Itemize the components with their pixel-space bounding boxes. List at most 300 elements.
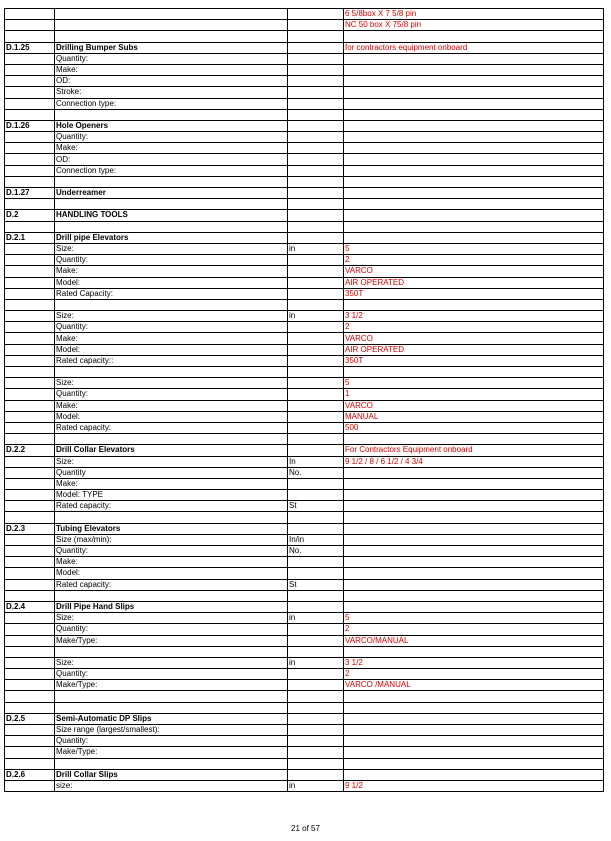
table-row [5,311,604,322]
unit-cell [288,646,344,657]
item-label-cell [55,646,288,657]
value-cell [344,758,604,769]
value-cell [344,232,604,243]
value-cell [344,512,604,523]
section-code-cell [5,624,55,635]
section-code-cell [5,590,55,601]
table-row [5,98,604,109]
value-cell [344,299,604,310]
table-row [5,87,604,98]
item-label-cell [55,367,288,378]
section-code-cell [5,378,55,389]
table-row [5,188,604,199]
item-label-cell [55,31,288,42]
item-label-cell: Rated capacity:: [55,355,288,366]
value-cell [344,31,604,42]
value-cell [344,736,604,747]
item-label-cell: Make/Type: [55,747,288,758]
table-row [5,769,604,780]
item-label-cell: Quantity: [55,624,288,635]
section-code-cell [5,367,55,378]
unit-cell: in [288,311,344,322]
section-code-cell: D.2.1 [5,232,55,243]
section-code-cell [5,76,55,87]
table-row [5,422,604,433]
table-row [5,780,604,791]
unit-cell [288,590,344,601]
item-label-cell: Quantity: [55,389,288,400]
value-cell [344,534,604,545]
table-row [5,299,604,310]
value-cell: MANUAL [344,411,604,422]
item-label-cell: Make: [55,557,288,568]
unit-cell: No. [288,546,344,557]
section-code-cell [5,132,55,143]
unit-cell [288,478,344,489]
item-label-cell: Make: [55,400,288,411]
section-code-cell [5,456,55,467]
section-code-cell [5,53,55,64]
item-label-cell: Size (max/min): [55,534,288,545]
unit-cell: in [288,613,344,624]
value-cell [344,557,604,568]
unit-cell [288,165,344,176]
unit-cell [288,232,344,243]
item-label-cell: Size: [55,613,288,624]
item-label-cell: HANDLING TOOLS [55,210,288,221]
value-cell [344,434,604,445]
section-code-cell [5,680,55,691]
table-row [5,758,604,769]
value-cell: 9 1/2 [344,780,604,791]
item-label-cell: Size: [55,378,288,389]
table-row [5,176,604,187]
unit-cell: In/in [288,534,344,545]
value-cell [344,176,604,187]
table-row [5,53,604,64]
section-code-cell [5,657,55,668]
item-label-cell: Make/Type: [55,635,288,646]
item-label-cell: Rated capacity: [55,501,288,512]
section-code-cell [5,299,55,310]
section-code-cell [5,20,55,31]
unit-cell: in [288,780,344,791]
unit-cell [288,512,344,523]
section-code-cell [5,221,55,232]
table-row [5,109,604,120]
unit-cell [288,747,344,758]
section-code-cell: D.2 [5,210,55,221]
unit-cell [288,120,344,131]
unit-cell: St [288,501,344,512]
unit-cell [288,277,344,288]
value-cell [344,747,604,758]
unit-cell [288,669,344,680]
item-label-cell: Drill Pipe Hand Slips [55,601,288,612]
value-cell [344,579,604,590]
table-row [5,579,604,590]
table-row [5,243,604,254]
item-label-cell: Quantity: [55,53,288,64]
section-code-cell [5,725,55,736]
section-code-cell [5,243,55,254]
table-row [5,736,604,747]
section-code-cell [5,691,55,702]
section-code-cell [5,333,55,344]
item-label-cell: Make: [55,333,288,344]
section-code-cell [5,669,55,680]
value-cell: 350T [344,288,604,299]
item-label-cell [55,434,288,445]
item-label-cell: Rated capacity: [55,579,288,590]
value-cell [344,568,604,579]
value-cell: 2 [344,669,604,680]
unit-cell [288,299,344,310]
item-label-cell: Semi-Automatic DP Slips [55,713,288,724]
section-code-cell [5,143,55,154]
item-label-cell: Make: [55,64,288,75]
table-row [5,512,604,523]
table-row [5,568,604,579]
item-label-cell: Connection type: [55,98,288,109]
item-label-cell [55,691,288,702]
section-code-cell [5,747,55,758]
table-row [5,434,604,445]
unit-cell [288,713,344,724]
unit-cell [288,434,344,445]
table-row [5,601,604,612]
section-code-cell [5,154,55,165]
section-code-cell [5,736,55,747]
table-row [5,590,604,601]
table-row [5,378,604,389]
item-label-cell: Quantity: [55,546,288,557]
table-row [5,456,604,467]
value-cell [344,221,604,232]
value-cell: VARCO [344,400,604,411]
value-cell: 9 1/2 / 8 / 6 1/2 / 4 3/4 [344,456,604,467]
section-code-cell [5,501,55,512]
table-row [5,344,604,355]
table-row [5,42,604,53]
item-label-cell: Quantity: [55,736,288,747]
table-row [5,467,604,478]
section-code-cell: D.2.4 [5,601,55,612]
item-label-cell: Stroke: [55,87,288,98]
unit-cell [288,20,344,31]
section-code-cell [5,266,55,277]
value-cell [344,769,604,780]
section-code-cell [5,702,55,713]
section-code-cell: D.1.27 [5,188,55,199]
table-row [5,557,604,568]
value-cell [344,120,604,131]
section-code-cell: D.1.25 [5,42,55,53]
unit-cell [288,333,344,344]
section-code-cell: D.2.2 [5,445,55,456]
unit-cell [288,389,344,400]
section-code-cell [5,87,55,98]
table-row [5,400,604,411]
table-row [5,355,604,366]
table-row [5,120,604,131]
value-cell: 350T [344,355,604,366]
table-row [5,266,604,277]
table-row [5,154,604,165]
item-label-cell: Connection type: [55,165,288,176]
item-label-cell: Quantity: [55,255,288,266]
section-code-cell [5,635,55,646]
section-code-cell [5,400,55,411]
value-cell: 1 [344,389,604,400]
unit-cell [288,344,344,355]
unit-cell: In [288,456,344,467]
unit-cell [288,87,344,98]
section-code-cell [5,98,55,109]
item-label-cell: Drill Collar Slips [55,769,288,780]
section-code-cell [5,780,55,791]
table-row [5,199,604,210]
unit-cell [288,490,344,501]
item-label-cell [55,702,288,713]
table-row [5,523,604,534]
section-code-cell [5,557,55,568]
value-cell: 2 [344,322,604,333]
value-cell [344,132,604,143]
section-code-cell [5,277,55,288]
section-code-cell [5,9,55,20]
table-row [5,64,604,75]
unit-cell [288,132,344,143]
item-label-cell [55,221,288,232]
unit-cell [288,769,344,780]
section-code-cell [5,646,55,657]
item-label-cell [55,512,288,523]
item-label-cell: Rated Capacity: [55,288,288,299]
value-cell: For Contractors Equipment onboard [344,445,604,456]
unit-cell [288,758,344,769]
value-cell [344,199,604,210]
value-cell [344,210,604,221]
item-label-cell: Quantity: [55,322,288,333]
table-row [5,613,604,624]
item-label-cell: Make: [55,143,288,154]
page-number: 21 of 57 [291,824,320,833]
section-code-cell [5,389,55,400]
item-label-cell [55,758,288,769]
item-label-cell: Tubing Elevators [55,523,288,534]
table-row [5,255,604,266]
value-cell [344,64,604,75]
table-row [5,165,604,176]
unit-cell: in [288,657,344,668]
unit-cell [288,199,344,210]
unit-cell [288,725,344,736]
value-cell [344,165,604,176]
item-label-cell: Size: [55,243,288,254]
unit-cell [288,445,344,456]
unit-cell [288,143,344,154]
value-cell: 5 [344,378,604,389]
item-label-cell: Model: [55,344,288,355]
table-row [5,445,604,456]
unit-cell [288,76,344,87]
section-code-cell [5,109,55,120]
table-row [5,232,604,243]
unit-cell [288,355,344,366]
item-label-cell: OD: [55,154,288,165]
table-row [5,657,604,668]
item-label-cell [55,176,288,187]
unit-cell: St [288,579,344,590]
section-code-cell [5,512,55,523]
item-label-cell: Make: [55,266,288,277]
table-row [5,277,604,288]
table-row [5,624,604,635]
table-row [5,534,604,545]
table-row [5,635,604,646]
unit-cell: in [288,243,344,254]
table-row [5,333,604,344]
table-row [5,389,604,400]
unit-cell [288,210,344,221]
unit-cell [288,523,344,534]
section-code-cell [5,322,55,333]
item-label-cell: Hole Openers [55,120,288,131]
value-cell [344,490,604,501]
section-code-cell [5,176,55,187]
unit-cell [288,109,344,120]
value-cell [344,523,604,534]
item-label-cell: Quantity: [55,132,288,143]
section-code-cell [5,568,55,579]
section-code-cell: D.2.3 [5,523,55,534]
value-cell: 2 [344,624,604,635]
section-code-cell [5,199,55,210]
unit-cell [288,64,344,75]
unit-cell [288,624,344,635]
section-code-cell [5,355,55,366]
unit-cell [288,188,344,199]
table-row [5,20,604,31]
table-row [5,490,604,501]
value-cell [344,87,604,98]
unit-cell [288,53,344,64]
value-cell [344,478,604,489]
item-label-cell: Size: [55,311,288,322]
value-cell: 5 [344,243,604,254]
table-row [5,747,604,758]
table-row [5,680,604,691]
table-row [5,143,604,154]
table-row [5,501,604,512]
section-code-cell [5,613,55,624]
item-label-cell: Make: [55,478,288,489]
value-cell [344,467,604,478]
unit-cell [288,221,344,232]
unit-cell [288,98,344,109]
section-code-cell [5,411,55,422]
item-label-cell: OD: [55,76,288,87]
unit-cell [288,322,344,333]
item-label-cell: Model: [55,411,288,422]
section-code-cell [5,579,55,590]
unit-cell [288,154,344,165]
item-label-cell: Make/Type: [55,680,288,691]
unit-cell [288,255,344,266]
item-label-cell [55,199,288,210]
value-cell [344,702,604,713]
unit-cell [288,601,344,612]
section-code-cell [5,64,55,75]
item-label-cell [55,299,288,310]
section-code-cell [5,546,55,557]
table-row [5,646,604,657]
value-cell [344,98,604,109]
unit-cell: No. [288,467,344,478]
table-row [5,411,604,422]
table-row [5,478,604,489]
value-cell [344,76,604,87]
section-code-cell [5,165,55,176]
table-row [5,713,604,724]
item-label-cell: Rated capacity: [55,422,288,433]
section-code-cell [5,255,55,266]
value-cell: 3 1/2 [344,311,604,322]
section-code-cell [5,534,55,545]
table-row [5,725,604,736]
unit-cell [288,42,344,53]
unit-cell [288,176,344,187]
section-code-cell [5,467,55,478]
value-cell: VARCO/MANUAL [344,635,604,646]
item-label-cell [55,9,288,20]
unit-cell [288,367,344,378]
section-code-cell [5,478,55,489]
value-cell: VARCO [344,266,604,277]
unit-cell [288,691,344,702]
item-label-cell: Underreamer [55,188,288,199]
value-cell: VARCO /MANUAL [344,680,604,691]
item-label-cell: Drilling Bumper Subs [55,42,288,53]
value-cell [344,109,604,120]
table-row [5,691,604,702]
unit-cell [288,422,344,433]
table-row [5,132,604,143]
table-row [5,367,604,378]
unit-cell [288,702,344,713]
unit-cell [288,31,344,42]
section-code-cell: D.2.6 [5,769,55,780]
value-cell [344,154,604,165]
value-cell: 2 [344,255,604,266]
value-cell: NC 50 box X 75/8 pin [344,20,604,31]
table-row [5,31,604,42]
section-code-cell [5,434,55,445]
value-cell: 3 1/2 [344,657,604,668]
item-label-cell: Quantity: [55,669,288,680]
item-label-cell [55,590,288,601]
item-label-cell: Size: [55,657,288,668]
unit-cell [288,9,344,20]
value-cell [344,590,604,601]
section-code-cell [5,758,55,769]
value-cell [344,725,604,736]
section-code-cell: D.1.26 [5,120,55,131]
unit-cell [288,568,344,579]
unit-cell [288,400,344,411]
unit-cell [288,635,344,646]
